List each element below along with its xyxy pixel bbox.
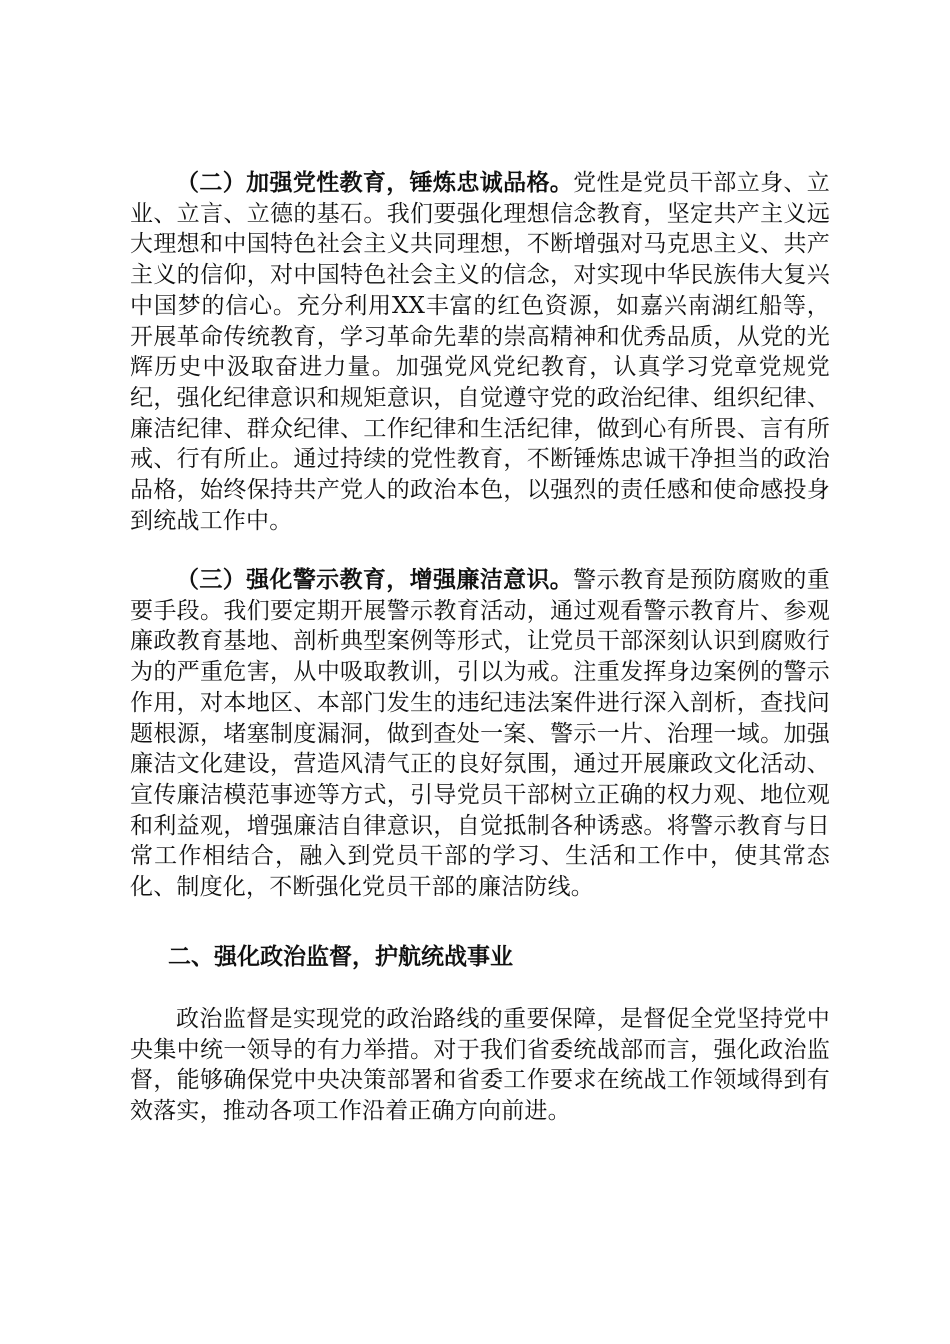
section-intro-paragraph: 政治监督是实现党的政治路线的重要保障，是督促全党坚持党中央集中统一领导的有力举措。对于我们省委统战部而言，强化政治监督，能够确保党中央决策部署和省委工作要求在统战工作领域得到有效落实，推动各项工作沿着正确方向前进。 [130, 1006, 830, 1125]
section-heading: 二、强化政治监督，护航统战事业 [168, 944, 513, 970]
paragraph-party-spirit-education [130, 168, 830, 536]
paragraph-lead-heading: （三）强化警示教育，增强廉洁意识。 [176, 566, 574, 593]
paragraph-lead-heading: （二）加强党性教育，锤炼忠诚品格。 [176, 169, 574, 196]
paragraph-warning-education [130, 565, 830, 903]
paragraph-body-text: 警示教育是预防腐败的重要手段。我们要定期开展警示教育活动，通过观看警示教育片、参观廉政教育基地、剖析典型案例等形式，让党员干部深刻认识到腐败行为的严重危害，从中吸取教训，引以为戒。注重发挥身边案例的警示作用，对本地区、本部门发生的违纪违法案件进行深入剖析，查找问题根源，堵塞制度漏洞，做到查处一案、警示一片、治理一域。加强廉洁文化建设，营造风清气正的良好氛围，通过开展廉政文化活动、宣传廉洁模范事迹等方式，引导党员干部树立正确的权力观、地位观和利益观，增强廉洁自律意识，自觉抵制各种诱惑。将警示教育与日常工作相结合，融入到党员干部的学习、生活和工作中，使其常态化、制度化，不断强化党员干部的廉洁防线。 [130, 567, 830, 901]
paragraph-body-text: 党性是党员干部立身、立业、立言、立德的基石。我们要强化理想信念教育，坚定共产主义远大理想和中国特色社会主义共同理想，不断增强对马克思主义、共产主义的信仰，对中国特色社会主义的信念，对实现中华民族伟大复兴中国梦的信心。充分利用XX丰富的红色资源，如嘉兴南湖红船等，开展革命传统教育，学习革命先辈的崇高精神和优秀品质，从党的光辉历史中汲取奋进力量。加强党风党纪教育，认真学习党章党规党纪，强化纪律意识和规矩意识，自觉遵守党的政治纪律、组织纪律、廉洁纪律、群众纪律、工作纪律和生活纪律，做到心有所畏、言有所戒、行有所止。通过持续的党性教育，不断锤炼忠诚干净担当的政治品格，始终保持共产党人的政治本色，以强烈的责任感和使命感投身到统战工作中。 [130, 170, 830, 534]
